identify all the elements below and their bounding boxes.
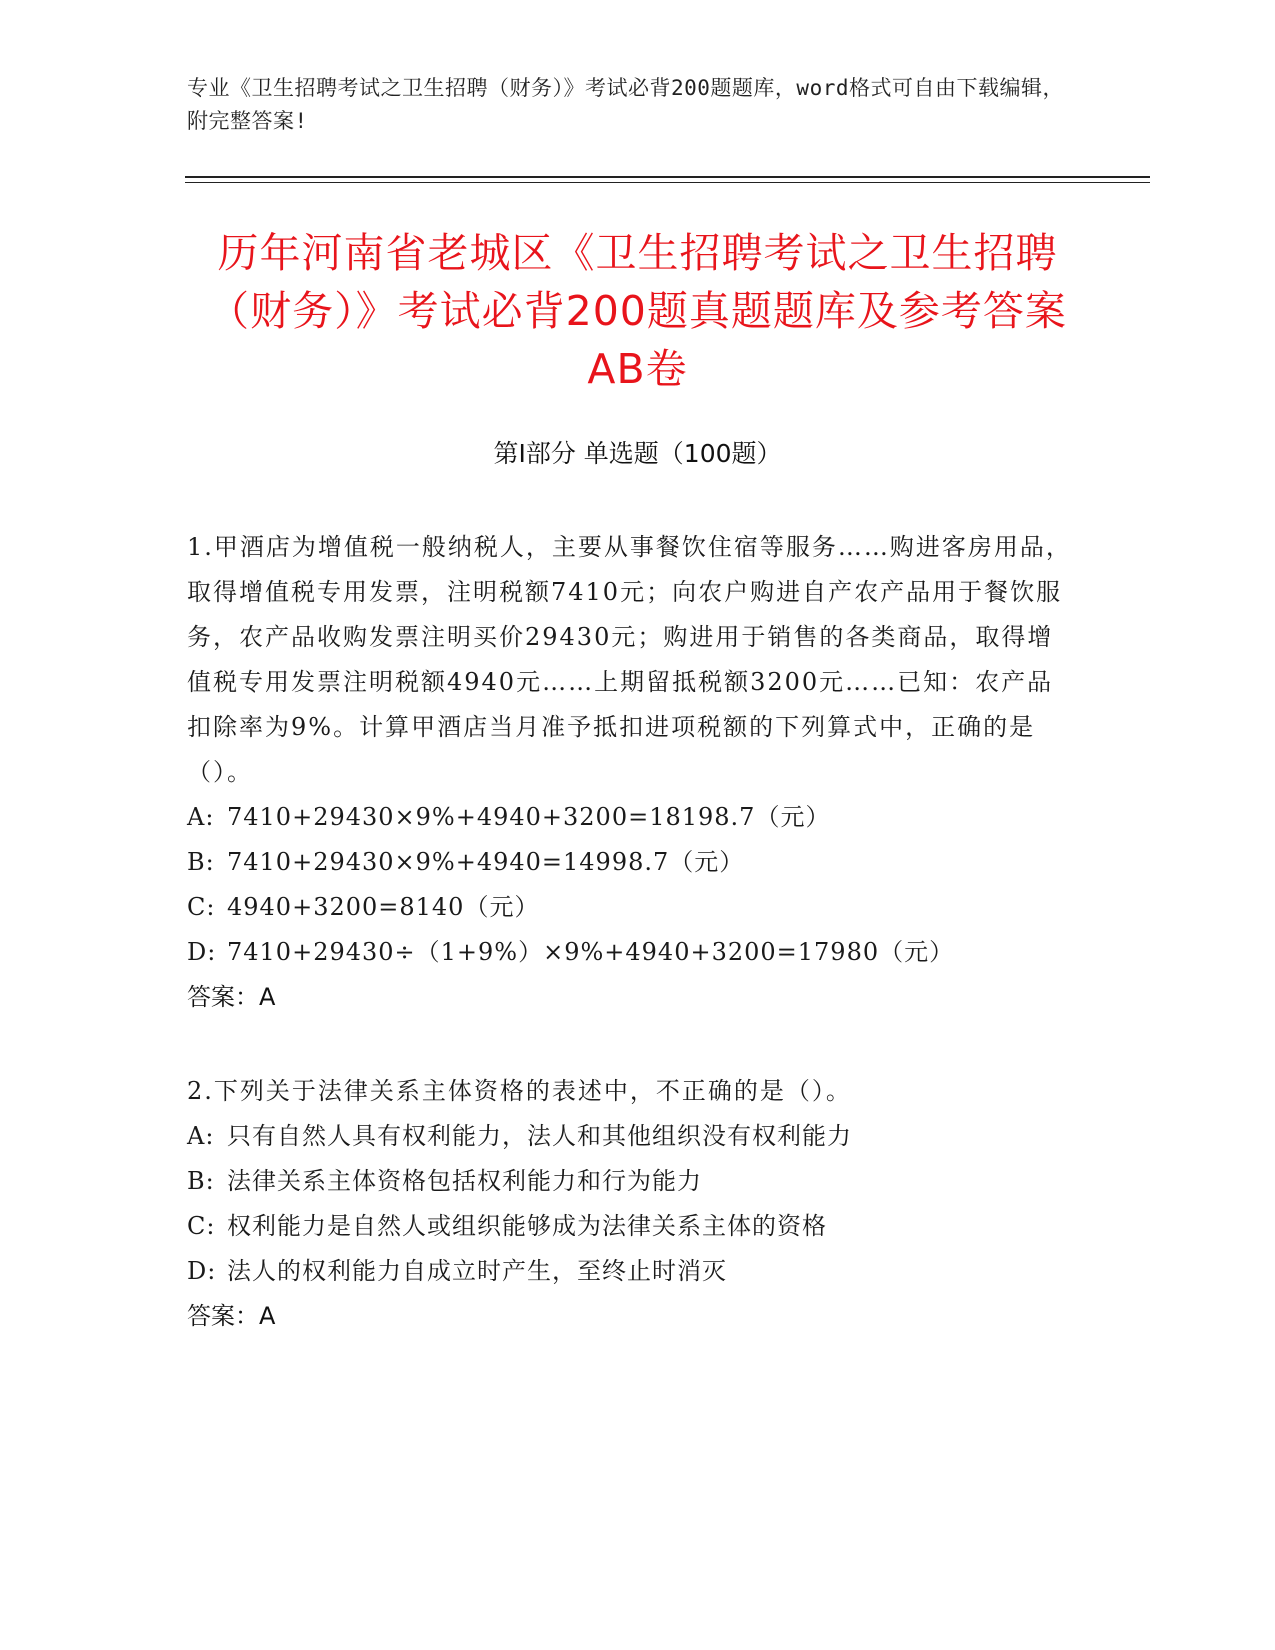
option-a (187, 795, 1072, 840)
option-text: 只有自然人具有权利能力，法人和其他组织没有权利能力 (227, 1122, 852, 1150)
question-1 (187, 525, 1072, 1020)
section-title: 第Ⅰ部分 单选题（100题） (493, 439, 782, 468)
option-text: 法律关系主体资格包括权利能力和行为能力 (227, 1167, 702, 1195)
question-stem: 1.甲酒店为增值税一般纳税人，主要从事餐饮住宿等服务……购进客房用品，取得增值税专用发票，注明税额7410元；向农户购进自产农产品用于餐饮服务，农产品收购发票注明买价29430元；购进用于销售的各类商品，取得增值税专用发票注明税额4940元……上期留抵税额3200元……已知：农产品扣除率为9%。计算甲酒店当月准予抵扣进项税额的下列算式中，正确的是（）。 (187, 533, 1072, 786)
answer: 答案：A (187, 983, 276, 1011)
header-note: 专业《卫生招聘考试之卫生招聘（财务）》考试必背200题题库，word格式可自由下载编辑，附完整答案! (187, 76, 1064, 133)
option-key: A: (187, 803, 215, 831)
option-b (187, 1159, 1072, 1204)
option-key: C: (187, 1212, 216, 1240)
option-d (187, 1249, 1072, 1294)
option-text: 4940+3200=8140（元） (227, 893, 540, 921)
header-rule-thick (185, 176, 1150, 178)
option-c (187, 885, 1072, 930)
option-key: D: (187, 938, 217, 966)
option-d (187, 930, 1072, 975)
question-stem: 2.下列关于法律关系主体资格的表述中，不正确的是（）。 (187, 1077, 852, 1105)
option-text: 权利能力是自然人或组织能够成为法律关系主体的资格 (227, 1212, 827, 1240)
option-key: A: (187, 1122, 215, 1150)
answer: 答案：A (187, 1302, 276, 1330)
option-text: 7410+29430÷（1+9%）×9%+4940+3200=17980（元） (227, 938, 955, 966)
option-key: B: (187, 1167, 215, 1195)
option-key: D: (187, 1257, 217, 1285)
option-text: 7410+29430×9%+4940=14998.7（元） (227, 848, 745, 876)
option-key: B: (187, 848, 215, 876)
option-a (187, 1114, 1072, 1159)
option-c (187, 1204, 1072, 1249)
document-title: 历年河南省老城区《卫生招聘考试之卫生招聘（财务）》考试必背200题真题题库及参考答案AB卷 (208, 229, 1067, 393)
question-2 (187, 1069, 1072, 1339)
option-b (187, 840, 1072, 885)
option-text: 法人的权利能力自成立时产生，至终止时消灭 (227, 1257, 727, 1285)
option-text: 7410+29430×9%+4940+3200=18198.7（元） (227, 803, 831, 831)
header-rule-thin (185, 182, 1150, 183)
option-key: C: (187, 893, 216, 921)
